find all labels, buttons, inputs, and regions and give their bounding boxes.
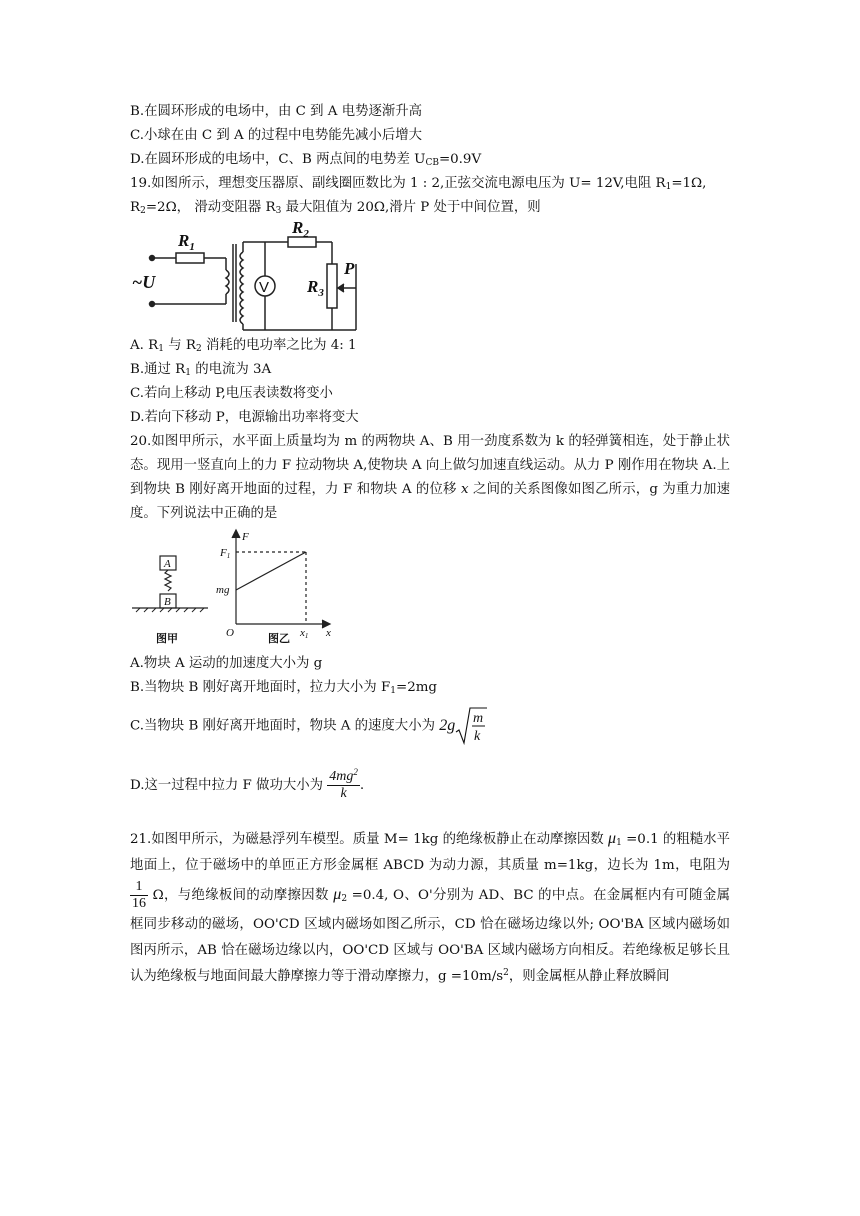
q18-option-b: B.在圆环形成的电场中，由 C 到 A 电势逐渐升高	[130, 104, 423, 119]
q19-option-d: D.若向下移动 P，电源输出功率将变大	[130, 410, 359, 425]
sqrt-symbol	[455, 706, 487, 746]
source-label: ~U	[132, 272, 156, 292]
svg-text:m: m	[473, 711, 484, 726]
q19-circuit-diagram	[130, 222, 370, 332]
q19-option-c: C.若向上移动 P,电压表读数将变小	[130, 386, 333, 401]
q18-option-c: C.小球在由 C 到 A 的过程中电势能先减小后增大	[130, 128, 422, 143]
svg-text:P: P	[344, 259, 355, 278]
svg-text:k: k	[474, 729, 481, 744]
q19-option-a: A. $R_1$ 与 $R_2$ 消耗的电功率之比为 4: 1	[130, 338, 357, 354]
q19-option-b: B.通过 $R_1$ 的电流为 3A	[130, 362, 272, 378]
q19-stem-line1: 19.如图所示，理想变压器原、副线圈匝数比为 1 : 2,正弦交流电源电压为 U= 12V,电阻 $R_1=1\Omega$,	[130, 176, 707, 192]
q20-option-c: C.当物块 B 刚好离开地面时，物块 A 的速度大小为 2g m k	[130, 706, 730, 746]
svg-text:x1: x1	[300, 627, 309, 640]
caption-yi: 图乙	[268, 632, 290, 645]
svg-text:F1: F1	[220, 547, 231, 560]
voltmeter-label: V	[259, 279, 270, 296]
q18-option-d: D.在圆环形成的电场中，C、B 两点间的电势差 $U_{CB}=0.9V$	[130, 152, 482, 168]
svg-text:R3: $R_3$	[307, 277, 324, 299]
svg-text:R1: $R_1$	[178, 231, 195, 253]
q20-option-b: B.当物块 B 刚好离开地面时，拉力大小为 $F_1=2mg$	[130, 680, 437, 696]
q20-stem: 20.如图甲所示，水平面上质量均为 m 的两物块 A、B 用一劲度系数为 k 的轻弹簧相连，处于静止状态。现用一竖直向上的力 F 拉动物块 A,使物块 A 向上做匀加速直线运动。从力 P 刚作用在物块 A.上到物块 B 刚好离开地面的过程，力 F 和物块 A 的位移 x 之间的关系图像如图乙所示，g 为重力加速度。下列说法中正确的是	[130, 434, 730, 521]
svg-text:R2: $R_2$	[292, 222, 309, 240]
figure-yi	[232, 530, 330, 628]
svg-text:O: O	[226, 627, 234, 639]
svg-text:B: B	[164, 596, 171, 608]
q21-stem: 21.如图甲所示，为磁悬浮列车模型。质量 M= 1kg 的绝缘板静止在动摩擦因数 $\mu_1 =0.1$ 的粗糙水平地面上，位于磁场中的单匝正方形金属框 ABCD 为动力源，其质量 m=1kg，边长为 1m，电阻为 $\frac{1}{16}$ Ω，与绝缘板间的动摩擦因数 $\mu_2 =0.4$, O、O'分别为 AD、BC 的中点。在金属框内有可随金属框同步移动的磁场，OO'CD 区域内磁场如图乙所示，CD 恰在磁场边缘以外; OO'BA 区域内磁场如图丙所示，AB 恰在磁场边缘以内，OO'CD 区域与 OO'BA 区域内磁场方向相反。若绝缘板足够长且认为绝缘板与地面间最大静摩擦力等于滑动摩擦力，$g =10m/s^2$，则金属框从静止释放瞬间	[130, 830, 730, 984]
velocity-formula: 2g m k	[439, 706, 487, 746]
q20-option-a: A.物块 A 运动的加速度大小为 g	[130, 656, 323, 671]
q20-option-d: D.这一过程中拉力 F 做功大小为 $\frac{4mg^2}{k}$ .	[130, 767, 365, 801]
page-content	[130, 100, 730, 990]
q19-stem-line2: $R_2=2\Omega$， 滑动变阻器 $R_3$ 最大阻值为 20Ω,滑片 P 处于中间位置，则	[130, 200, 541, 216]
svg-text:A: A	[164, 558, 171, 570]
svg-text:x: x	[326, 627, 331, 639]
svg-text:mg: mg	[216, 584, 230, 596]
svg-text:F: F	[242, 531, 249, 543]
caption-jia: 图甲	[156, 632, 178, 645]
q20-figures	[130, 528, 350, 650]
work-formula: $\frac{4mg^2}{k}$	[329, 767, 358, 801]
